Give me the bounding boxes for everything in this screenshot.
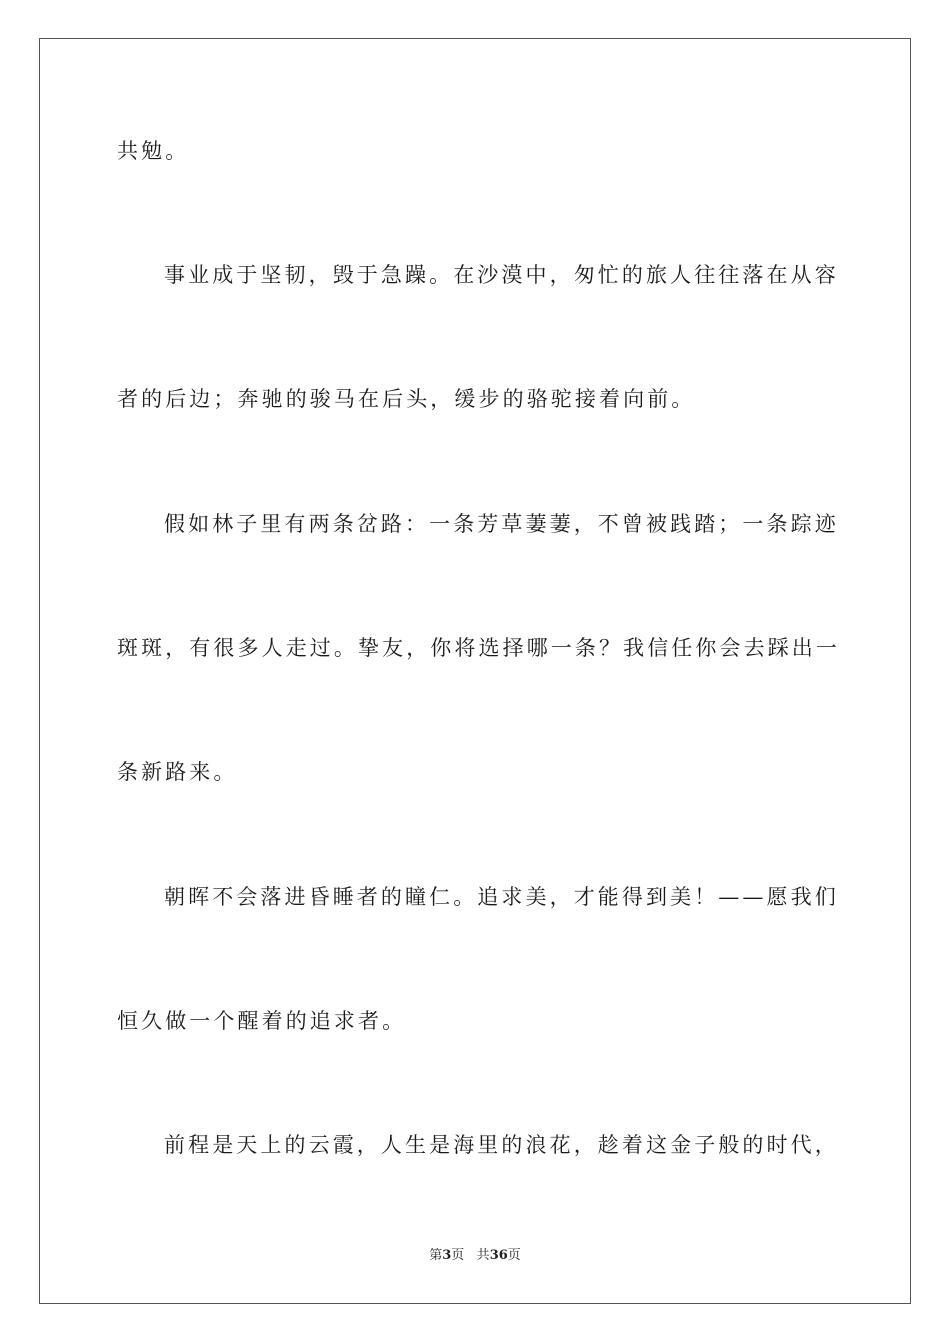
text-line-8: 恒久做一个醒着的追求者。 xyxy=(117,1009,407,1033)
text-line-4: 假如林子里有两条岔路：一条芳草萋萋，不曾被践踏；一条踪迹 xyxy=(164,512,839,536)
text-line-9: 前程是天上的云霞，人生是海里的浪花，趁着这金子般的时代， xyxy=(164,1133,839,1157)
text-line-1: 共勉。 xyxy=(117,139,190,163)
page-prefix: 第 xyxy=(429,1248,443,1263)
page-suffix: 页 xyxy=(451,1248,465,1263)
text-line-5: 斑斑，有很多人走过。挚友，你将选择哪一条？我信任你会去踩出一 xyxy=(117,636,840,660)
text-line-6: 条新路来。 xyxy=(117,760,238,784)
total-pages: 36 xyxy=(489,1248,508,1263)
text-line-7: 朝晖不会落进昏睡者的瞳仁。追求美，才能得到美！——愿我们 xyxy=(164,885,839,909)
page-number: 3 xyxy=(442,1248,452,1263)
text-line-2: 事业成于坚韧，毁于急躁。在沙漠中，匆忙的旅人往往落在从容 xyxy=(164,263,839,287)
total-prefix: 共 xyxy=(476,1248,490,1263)
page-footer xyxy=(0,1247,950,1265)
total-suffix: 页 xyxy=(507,1248,521,1263)
text-line-3: 者的后边；奔驰的骏马在后头，缓步的骆驼接着向前。 xyxy=(117,387,696,411)
page-frame xyxy=(39,38,911,1304)
